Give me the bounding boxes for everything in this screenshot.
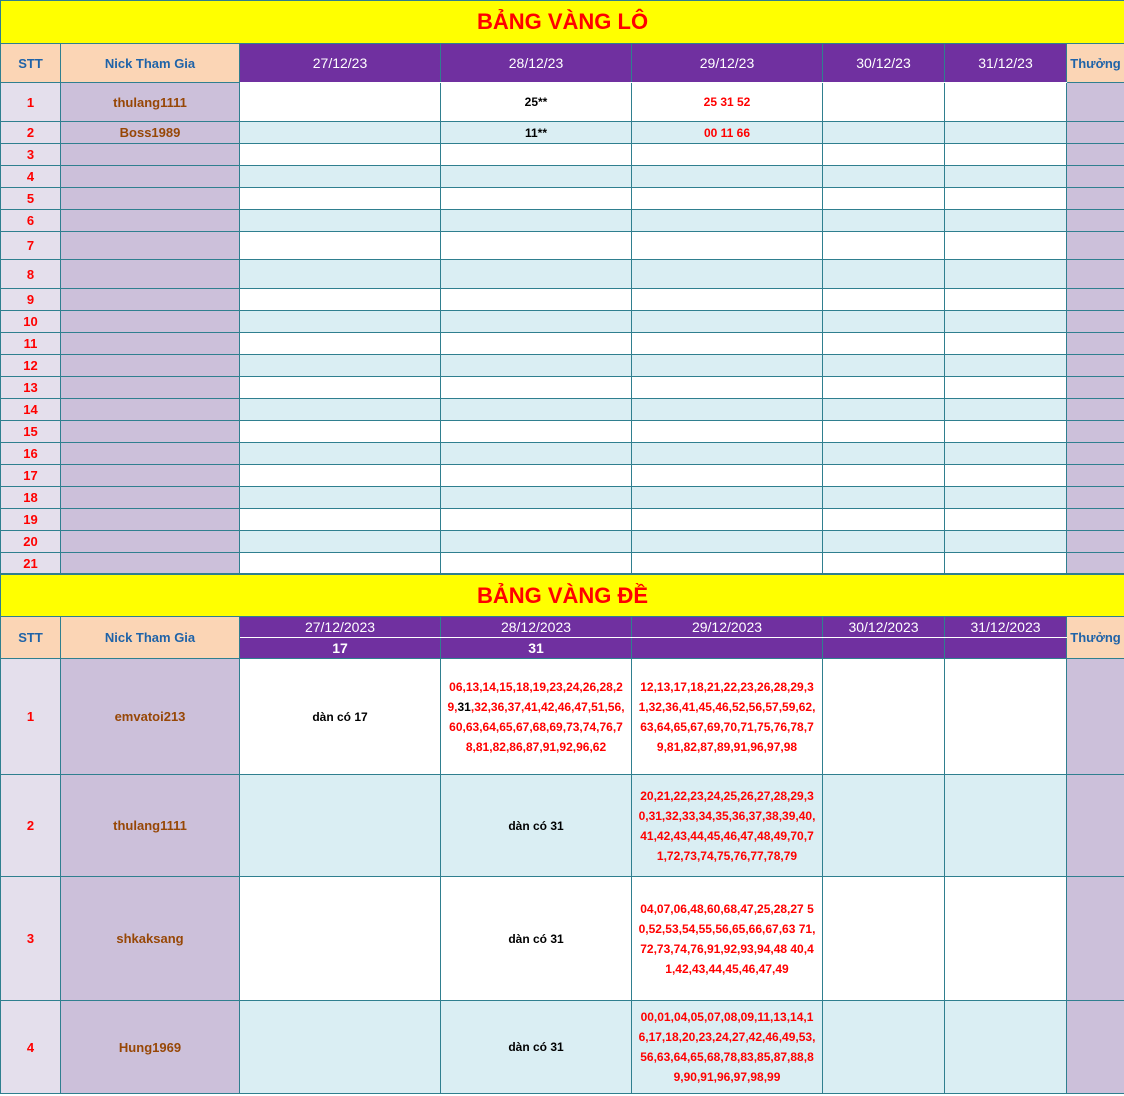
lo-cell — [945, 144, 1067, 166]
lo-cell — [441, 311, 632, 333]
lo-cell — [240, 333, 441, 355]
lo-cell — [823, 355, 945, 377]
lo-cell — [441, 166, 632, 188]
row-nick — [61, 465, 240, 487]
lo-cell — [632, 333, 823, 355]
de-row — [1, 1001, 1124, 1094]
lo-row — [1, 166, 1124, 188]
lo-cell — [823, 531, 945, 553]
lo-header-date: 30/12/23 — [823, 44, 945, 83]
lo-header-date: 29/12/23 — [632, 44, 823, 83]
row-stt: 13 — [1, 377, 61, 399]
lo-title: BẢNG VÀNG LÔ — [1, 1, 1124, 44]
lo-cell — [945, 531, 1067, 553]
lo-row — [1, 355, 1124, 377]
lo-row — [1, 399, 1124, 421]
row-thuong — [1067, 509, 1124, 531]
de-rows — [1, 659, 1124, 1094]
lo-cell — [240, 355, 441, 377]
row-nick — [61, 210, 240, 232]
row-thuong — [1067, 553, 1124, 574]
lo-cell — [240, 311, 441, 333]
lo-cell — [240, 399, 441, 421]
lo-row — [1, 421, 1124, 443]
lo-row — [1, 210, 1124, 232]
row-thuong — [1067, 232, 1124, 260]
lo-header-date: 31/12/23 — [945, 44, 1067, 83]
de-header-nick: Nick Tham Gia — [61, 617, 240, 659]
lo-cell — [945, 333, 1067, 355]
de-cell: 04,07,06,48,60,68,47,25,28,27 50,52,53,54,55,56,65,66,67,63 71,72,73,74,76,91,92,93,94,48 40,41,42,43,44,45,46,47,49 — [638, 901, 816, 976]
lo-cell — [441, 509, 632, 531]
row-thuong — [1067, 1001, 1124, 1094]
row-thuong — [1067, 83, 1124, 122]
lo-cell — [945, 188, 1067, 210]
lo-cell — [441, 232, 632, 260]
row-nick — [61, 399, 240, 421]
lo-cell — [441, 487, 632, 509]
lo-cell — [632, 210, 823, 232]
lo-cell — [240, 122, 441, 144]
lo-cell: 11** — [441, 122, 632, 144]
lo-row — [1, 509, 1124, 531]
row-nick — [61, 421, 240, 443]
lo-cell — [632, 487, 823, 509]
lo-cell — [632, 166, 823, 188]
de-result: 17 — [240, 638, 441, 659]
row-thuong — [1067, 377, 1124, 399]
lo-cell — [441, 465, 632, 487]
lo-cell — [441, 289, 632, 311]
de-cell: dàn có 31 — [508, 1040, 564, 1054]
lo-cell — [945, 421, 1067, 443]
lo-cell — [823, 289, 945, 311]
lo-cell — [441, 399, 632, 421]
de-cell: 06,13,14,15,18,19,23,24,26,28,29,31,32,36,37,41,42,46,47,51,56,60,63,64,65,67,68,69,73,74,76,78,81,82,86,87,91,92,96,62 — [447, 679, 625, 754]
lo-cell — [632, 377, 823, 399]
de-result: 31 — [441, 638, 632, 659]
lo-cell — [632, 260, 823, 289]
lo-cell — [945, 83, 1067, 122]
row-stt: 1 — [1, 659, 61, 775]
de-title: BẢNG VÀNG ĐỀ — [1, 575, 1124, 617]
row-thuong — [1067, 144, 1124, 166]
row-stt: 21 — [1, 553, 61, 574]
lo-cell — [240, 83, 441, 122]
lo-row — [1, 465, 1124, 487]
row-thuong — [1067, 289, 1124, 311]
lo-cell — [240, 260, 441, 289]
lo-cell — [632, 289, 823, 311]
lo-cell — [823, 333, 945, 355]
lo-header-nick: Nick Tham Gia — [61, 44, 240, 83]
lo-row — [1, 144, 1124, 166]
row-stt: 3 — [1, 144, 61, 166]
lo-cell — [823, 232, 945, 260]
row-thuong — [1067, 465, 1124, 487]
de-table — [0, 574, 1124, 1094]
row-stt: 9 — [1, 289, 61, 311]
lo-cell — [441, 355, 632, 377]
lo-cell — [632, 144, 823, 166]
lo-cell — [945, 289, 1067, 311]
de-row — [1, 659, 1124, 775]
row-nick — [61, 188, 240, 210]
lo-cell — [441, 421, 632, 443]
row-stt: 15 — [1, 421, 61, 443]
de-cell: dàn có 31 — [508, 818, 564, 833]
lo-cell — [441, 188, 632, 210]
row-thuong — [1067, 421, 1124, 443]
lo-cell — [632, 465, 823, 487]
row-thuong — [1067, 487, 1124, 509]
lo-cell — [823, 377, 945, 399]
row-nick — [61, 509, 240, 531]
lo-cell — [441, 531, 632, 553]
row-stt: 12 — [1, 355, 61, 377]
row-stt: 5 — [1, 188, 61, 210]
row-thuong — [1067, 166, 1124, 188]
row-nick: Boss1989 — [61, 122, 240, 144]
row-nick — [61, 311, 240, 333]
de-result — [945, 638, 1067, 659]
lo-row — [1, 487, 1124, 509]
lo-row — [1, 260, 1124, 289]
row-thuong — [1067, 775, 1124, 877]
lo-cell — [240, 553, 441, 574]
de-cell: 12,13,17,18,21,22,23,26,28,29,31,32,36,41,45,46,52,56,57,59,62,63,64,65,67,69,70,71,75,76,78,79,81,82,87,89,91,96,97,98 — [638, 679, 816, 754]
de-result — [823, 638, 945, 659]
lo-row — [1, 531, 1124, 553]
lo-cell — [945, 487, 1067, 509]
lo-cell — [240, 487, 441, 509]
row-stt: 6 — [1, 210, 61, 232]
row-nick — [61, 355, 240, 377]
lo-cell — [240, 443, 441, 465]
lo-cell — [823, 443, 945, 465]
row-stt: 19 — [1, 509, 61, 531]
lo-cell — [823, 144, 945, 166]
de-header-date: 31/12/2023 — [945, 617, 1067, 638]
de-header-thuong: Thưởng — [1067, 617, 1124, 659]
lo-cell — [945, 509, 1067, 531]
lo-cell — [945, 232, 1067, 260]
row-nick: Hung1969 — [61, 1001, 240, 1094]
lo-cell — [823, 122, 945, 144]
lo-cell — [823, 188, 945, 210]
lo-cell — [945, 465, 1067, 487]
lo-row — [1, 83, 1124, 122]
lo-cell — [632, 553, 823, 574]
lo-cell — [945, 122, 1067, 144]
lo-cell — [240, 531, 441, 553]
row-stt: 14 — [1, 399, 61, 421]
lo-cell — [945, 311, 1067, 333]
lo-row — [1, 553, 1124, 574]
lo-cell — [632, 188, 823, 210]
lo-cell — [823, 421, 945, 443]
row-stt: 4 — [1, 166, 61, 188]
lo-row — [1, 232, 1124, 260]
row-thuong — [1067, 311, 1124, 333]
row-nick — [61, 443, 240, 465]
lo-cell — [441, 333, 632, 355]
lo-cell — [823, 465, 945, 487]
de-header-date: 30/12/2023 — [823, 617, 945, 638]
row-thuong — [1067, 399, 1124, 421]
lo-rows — [1, 83, 1124, 574]
lo-cell — [441, 210, 632, 232]
lo-cell — [945, 553, 1067, 574]
row-nick — [61, 487, 240, 509]
lo-cell — [240, 465, 441, 487]
row-nick — [61, 333, 240, 355]
lo-cell — [823, 83, 945, 122]
lo-cell — [240, 509, 441, 531]
row-nick: shkaksang — [61, 877, 240, 1001]
row-thuong — [1067, 122, 1124, 144]
row-nick: thulang1111 — [61, 775, 240, 877]
lo-cell — [240, 289, 441, 311]
de-header-date: 27/12/2023 — [240, 617, 441, 638]
row-nick — [61, 553, 240, 574]
lo-cell: 00 11 66 — [632, 122, 823, 144]
row-stt: 16 — [1, 443, 61, 465]
de-header-date: 28/12/2023 — [441, 617, 632, 638]
row-nick: thulang1111 — [61, 83, 240, 122]
lo-cell — [240, 188, 441, 210]
lo-cell — [823, 311, 945, 333]
lo-row — [1, 333, 1124, 355]
lo-cell — [240, 210, 441, 232]
row-nick — [61, 289, 240, 311]
lo-cell — [632, 421, 823, 443]
lo-cell — [823, 166, 945, 188]
lo-cell — [945, 355, 1067, 377]
lo-cell — [632, 311, 823, 333]
row-stt: 3 — [1, 877, 61, 1001]
lo-row — [1, 443, 1124, 465]
lo-cell — [945, 210, 1067, 232]
lo-cell — [441, 144, 632, 166]
lo-cell — [945, 443, 1067, 465]
row-stt: 2 — [1, 775, 61, 877]
row-stt: 18 — [1, 487, 61, 509]
lo-cell — [823, 260, 945, 289]
row-nick — [61, 166, 240, 188]
row-thuong — [1067, 260, 1124, 289]
lo-cell — [632, 232, 823, 260]
row-thuong — [1067, 877, 1124, 1001]
row-thuong — [1067, 531, 1124, 553]
lo-row — [1, 289, 1124, 311]
row-stt: 8 — [1, 260, 61, 289]
row-stt: 10 — [1, 311, 61, 333]
lo-cell — [823, 553, 945, 574]
row-thuong — [1067, 659, 1124, 775]
row-nick — [61, 531, 240, 553]
row-stt: 7 — [1, 232, 61, 260]
lo-cell — [240, 377, 441, 399]
lo-cell — [823, 210, 945, 232]
de-header-date: 29/12/2023 — [632, 617, 823, 638]
row-stt: 1 — [1, 83, 61, 122]
lo-cell — [945, 377, 1067, 399]
row-nick — [61, 260, 240, 289]
lo-cell — [441, 260, 632, 289]
de-cell: dàn có 31 — [508, 931, 564, 946]
de-cell: 00,01,04,05,07,08,09,11,13,14,16,17,18,20,23,24,27,42,46,49,53,56,63,64,65,68,78,83,85,87,88,89,90,91,96,97,98,99 — [638, 1010, 816, 1084]
lo-header-stt: STT — [1, 44, 61, 83]
de-cell: 20,21,22,23,24,25,26,27,28,29,30,31,32,33,34,35,36,37,38,39,40,41,42,43,44,45,46,47,48,49,70,71,72,73,74,75,76,77,78,79 — [638, 788, 816, 863]
lo-cell — [632, 355, 823, 377]
lo-header-thuong: Thưởng — [1067, 44, 1124, 83]
lo-cell — [240, 232, 441, 260]
lo-row — [1, 311, 1124, 333]
lo-row — [1, 377, 1124, 399]
lo-cell — [441, 553, 632, 574]
de-row — [1, 775, 1124, 877]
lo-cell — [240, 166, 441, 188]
lo-cell: 25 31 52 — [632, 83, 823, 122]
row-nick: emvatoi213 — [61, 659, 240, 775]
lo-header-date: 28/12/23 — [441, 44, 632, 83]
row-stt: 11 — [1, 333, 61, 355]
row-thuong — [1067, 355, 1124, 377]
lo-cell — [945, 166, 1067, 188]
lo-cell — [240, 421, 441, 443]
lo-cell — [441, 377, 632, 399]
lo-cell — [945, 260, 1067, 289]
row-nick — [61, 144, 240, 166]
de-cell: dàn có 17 — [312, 709, 368, 724]
lo-cell — [632, 509, 823, 531]
row-thuong — [1067, 333, 1124, 355]
lo-header-date: 27/12/23 — [240, 44, 441, 83]
row-nick — [61, 232, 240, 260]
row-stt: 4 — [1, 1001, 61, 1094]
de-row — [1, 877, 1124, 1001]
row-thuong — [1067, 443, 1124, 465]
row-stt: 2 — [1, 122, 61, 144]
lo-cell — [945, 399, 1067, 421]
lo-row — [1, 122, 1124, 144]
lo-cell — [632, 443, 823, 465]
row-thuong — [1067, 188, 1124, 210]
lo-cell: 25** — [441, 83, 632, 122]
de-result — [632, 638, 823, 659]
row-stt: 17 — [1, 465, 61, 487]
lo-cell — [632, 399, 823, 421]
row-stt: 20 — [1, 531, 61, 553]
row-nick — [61, 377, 240, 399]
lo-cell — [240, 144, 441, 166]
lo-cell — [441, 443, 632, 465]
lo-cell — [823, 399, 945, 421]
row-thuong — [1067, 210, 1124, 232]
lo-cell — [632, 531, 823, 553]
de-header-stt: STT — [1, 617, 61, 659]
lo-cell — [823, 509, 945, 531]
lo-row — [1, 188, 1124, 210]
lo-cell — [823, 487, 945, 509]
